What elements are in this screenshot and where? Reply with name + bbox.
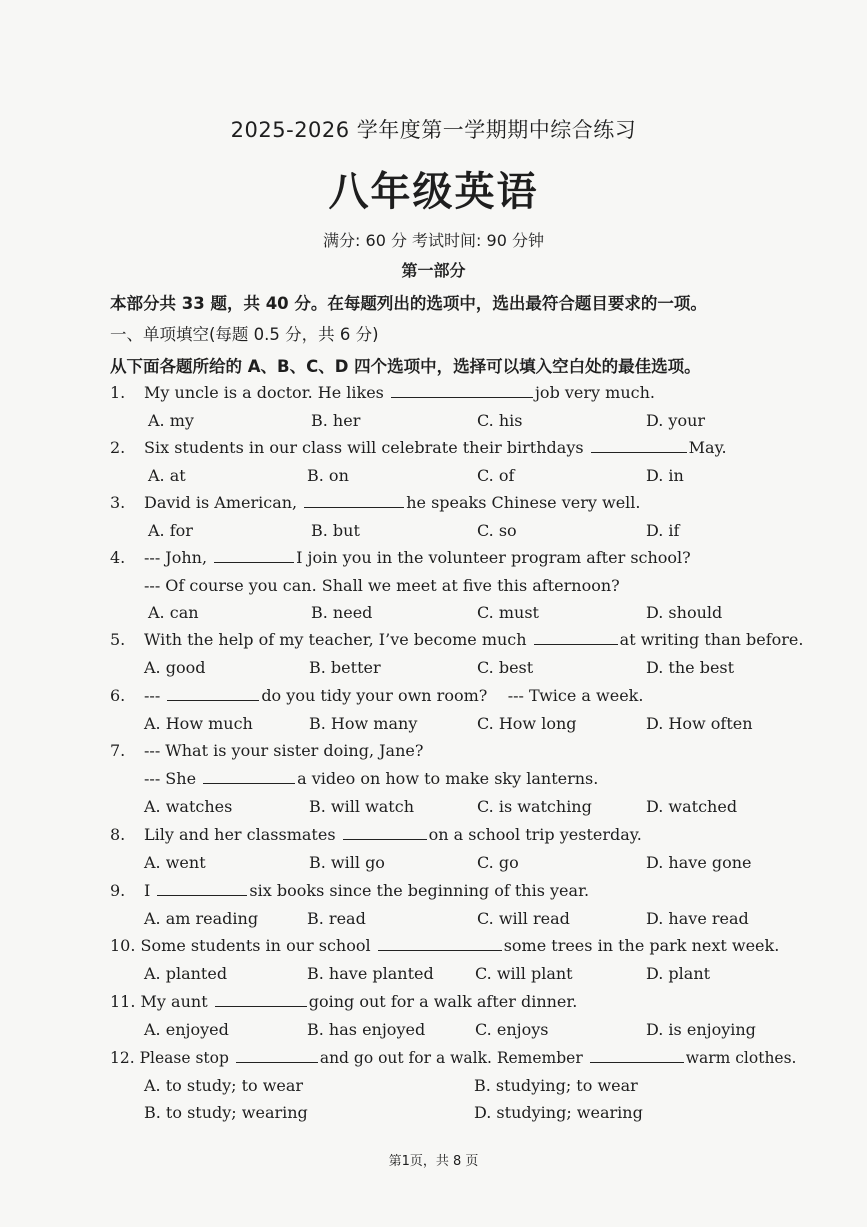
question-text: --- <box>144 686 161 705</box>
option-b: B. will watch <box>309 797 414 816</box>
question-number: 12. <box>110 1049 135 1067</box>
question-text: --- What is your sister doing, Jane? <box>144 741 424 760</box>
answer-blank <box>534 630 618 645</box>
option-a: A. How much <box>144 714 253 733</box>
question-4-reply: --- Of course you can. Shall we meet at five this afternoon? <box>144 576 620 595</box>
option-a: A. enjoyed <box>144 1020 229 1039</box>
question-number: 11. <box>110 992 136 1011</box>
question-number: 10. <box>110 936 136 955</box>
question-8 <box>110 825 642 844</box>
option-c: C. so <box>477 521 517 540</box>
question-text: --- She <box>144 769 197 788</box>
option-c: C. is watching <box>477 797 592 816</box>
answer-blank <box>167 686 259 701</box>
question-text: Six students in our class will celebrate their birthdays <box>144 438 584 457</box>
question-number: 7. <box>110 741 126 760</box>
question-11 <box>110 992 577 1011</box>
question-number: 8. <box>110 825 126 844</box>
answer-blank <box>214 548 294 563</box>
question-7 <box>110 741 423 760</box>
question-text: My aunt <box>140 992 208 1011</box>
answer-blank <box>378 936 502 951</box>
answer-blank <box>203 769 295 784</box>
option-a: A. can <box>148 603 199 622</box>
question-2 <box>110 438 727 457</box>
option-c: C. his <box>477 411 523 430</box>
exam-title: 八年级英语 <box>328 169 539 215</box>
question-text: warm clothes. <box>685 1049 797 1067</box>
option-d: D. should <box>646 603 723 622</box>
option-a: A. planted <box>144 964 228 983</box>
answer-blank <box>343 825 427 840</box>
question-text: I <box>144 881 151 900</box>
option-c: C. best <box>477 658 534 677</box>
option-c: C. go <box>477 853 519 872</box>
option-d: D. plant <box>646 964 711 983</box>
option-b: B. on <box>307 466 349 485</box>
answer-blank <box>236 1048 318 1063</box>
question-5 <box>110 630 803 649</box>
question-4 <box>110 548 691 567</box>
answer-blank <box>591 438 687 453</box>
question-number: 6. <box>110 686 126 705</box>
question-9 <box>110 881 589 900</box>
option-d: D. have read <box>646 909 749 928</box>
option-b: B. read <box>307 909 366 928</box>
answer-blank <box>391 383 533 398</box>
question-number: 2. <box>110 438 126 457</box>
question-text: some trees in the park next week. <box>503 936 780 955</box>
question-7-reply <box>144 769 598 788</box>
question-number: 5. <box>110 630 126 649</box>
question-text: With the help of my teacher, I’ve become much <box>144 630 527 649</box>
question-text: May. <box>688 438 727 457</box>
answer-blank <box>590 1048 684 1063</box>
option-b: B. have planted <box>307 964 434 983</box>
question-3 <box>110 493 641 512</box>
part-title: 第一部分 <box>401 261 466 280</box>
option-d: D. in <box>646 466 684 485</box>
question-number: 9. <box>110 881 126 900</box>
question-10 <box>110 936 779 955</box>
question-12 <box>110 1048 796 1067</box>
question-text: six books since the beginning of this year. <box>249 881 590 900</box>
question-text: Lily and her classmates <box>144 825 336 844</box>
question-text: David is American, <box>144 493 298 512</box>
option-b: B. better <box>309 658 381 677</box>
question-number: 3. <box>110 493 126 512</box>
page-footer: 第1页，共 8 页 <box>388 1154 479 1169</box>
question-number: 1. <box>110 383 126 402</box>
question-text: Some students in our school <box>140 936 371 955</box>
option-d: D. studying; wearing <box>474 1103 643 1122</box>
section-heading: 一、单项填空(每题 0.5 分，共 6 分) <box>110 325 379 344</box>
option-b: B. studying; to wear <box>474 1076 638 1095</box>
question-text: he speaks Chinese very well. <box>406 493 641 512</box>
question-text: a video on how to make sky lanterns. <box>297 769 599 788</box>
option-a: A. for <box>148 521 193 540</box>
question-text: I join you in the volunteer program after school? <box>296 548 691 567</box>
option-d: D. have gone <box>646 853 752 872</box>
answer-blank <box>304 493 404 508</box>
question-1 <box>110 383 655 402</box>
option-c: C. How long <box>477 714 577 733</box>
question-text: My uncle is a doctor. He likes <box>144 383 384 402</box>
option-b: B. will go <box>309 853 385 872</box>
option-d: D. is enjoying <box>646 1020 756 1039</box>
option-c: C. will plant <box>475 964 573 983</box>
part-description: 本部分共 33 题，共 40 分。在每题列出的选项中，选出最符合题目要求的一项。 <box>110 294 707 313</box>
exam-subtitle: 2025-2026 学年度第一学期期中综合练习 <box>230 118 637 142</box>
option-c: C. must <box>477 603 539 622</box>
question-text: going out for a walk after dinner. <box>308 992 578 1011</box>
option-d: D. How often <box>646 714 753 733</box>
question-text: at writing than before. <box>619 630 804 649</box>
option-c: C. of <box>477 466 515 485</box>
option-c: C. enjoys <box>475 1020 549 1039</box>
option-b: B. need <box>311 603 373 622</box>
option-d: D. watched <box>646 797 738 816</box>
option-a: A. at <box>148 466 186 485</box>
option-c: C. will read <box>477 909 570 928</box>
question-text: do you tidy your own room? --- Twice a week. <box>261 686 644 705</box>
question-number: 4. <box>110 548 126 567</box>
answer-blank <box>157 881 247 896</box>
option-b: B. but <box>311 521 360 540</box>
option-b: B. How many <box>309 714 418 733</box>
option-b: B. has enjoyed <box>307 1020 426 1039</box>
exam-info: 满分: 60 分 考试时间: 90 分钟 <box>323 231 544 250</box>
option-a: A. my <box>148 411 194 430</box>
section-instruction: 从下面各题所给的 A、B、C、D 四个选项中，选择可以填入空白处的最佳选项。 <box>110 357 701 376</box>
option-d: D. if <box>646 521 680 540</box>
question-text: --- John, <box>144 548 208 567</box>
option-c: B. to study; wearing <box>144 1103 308 1122</box>
question-text: and go out for a walk. Remember <box>319 1049 583 1067</box>
question-text: Please stop <box>139 1049 229 1067</box>
option-a: A. good <box>144 658 206 677</box>
question-6 <box>110 686 643 705</box>
option-d: D. the best <box>646 658 735 677</box>
option-a: A. am reading <box>144 909 259 928</box>
option-a: A. to study; to wear <box>144 1076 304 1095</box>
option-a: A. went <box>144 853 206 872</box>
option-a: A. watches <box>144 797 233 816</box>
question-text: on a school trip yesterday. <box>428 825 642 844</box>
option-d: D. your <box>646 411 706 430</box>
option-b: B. her <box>311 411 361 430</box>
answer-blank <box>215 992 307 1007</box>
question-text: job very much. <box>534 383 655 402</box>
